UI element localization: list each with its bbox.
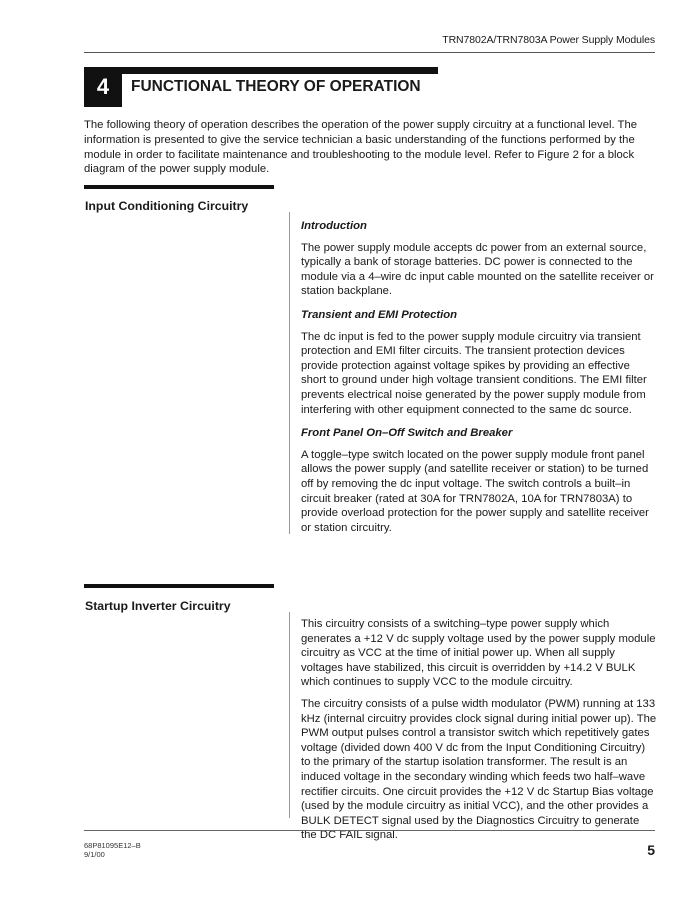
- header-rule: [84, 52, 655, 53]
- paragraph-introduction: The power supply module accepts dc power from an external source, typically a bank of storage batteries. DC power is connected to the module via a 4–wire dc input cable mounted on the satellite receiver or station backplane.: [301, 241, 654, 298]
- doc-number: 68P81095E12–B: [84, 841, 141, 850]
- input-conditioning-body: [301, 219, 657, 535]
- startup-inverter-body: [301, 617, 657, 843]
- page-number: 5: [647, 842, 655, 858]
- section-bar-input: [84, 185, 274, 189]
- paragraph-transient-emi: The dc input is fed to the power supply module circuitry via transient protection and EMI filter circuits. The transient protection devices provide protection against voltage spikes by providing an effective short to ground under high voltage transient conditions. The EMI filter prevents electrical noise generated by the power supply module from interfering with other equipment connected to the same dc source.: [301, 330, 647, 416]
- section-bar-startup: [84, 584, 274, 588]
- column-rule-input: [289, 212, 290, 534]
- doc-date: 9/1/00: [84, 850, 105, 859]
- chapter-number: 4: [84, 67, 122, 107]
- subheading-transient-emi: Transient and EMI Protection: [301, 308, 458, 321]
- running-header: TRN7802A/TRN7803A Power Supply Modules: [442, 34, 655, 46]
- footer-doc-info: [84, 841, 141, 859]
- intro-paragraph: The following theory of operation describes the operation of the power supply circuitry at a functional level. The information is presented to give the service technician a basic understanding of the functions performed by the module in order to facilitate maintenance and troubleshooting to the module level. Refer to Figure 2 for a block diagram of the power supply module.: [84, 119, 638, 176]
- chapter-bar: [122, 67, 438, 74]
- subheading-front-panel: Front Panel On–Off Switch and Breaker: [301, 427, 513, 440]
- paragraph-front-panel: A toggle–type switch located on the power supply module front panel allows the power supply (and satellite receiver or station) to be turned off by removing the dc input voltage. The switch controls a built–in circuit breaker (rated at 30A for TRN7802A, 10A for TRN7803A) to provide overload protection for the power supply and satellite receiver or station circuitry.: [301, 448, 649, 534]
- chapter-title: FUNCTIONAL THEORY OF OPERATION: [131, 78, 421, 95]
- subheading-introduction: Introduction: [301, 220, 367, 232]
- footer-rule: [84, 830, 655, 831]
- section-title-input-conditioning: Input Conditioning Circuitry: [85, 199, 249, 213]
- column-rule-startup: [289, 612, 290, 818]
- section-title-startup-inverter: Startup Inverter Circuitry: [85, 599, 231, 613]
- paragraph-startup-1: This circuitry consists of a switching–type power supply which generates a +12 V dc supply voltage used by the power supply module circuitry as VCC at the time of initial power up. When all supply voltages have stabilized, this circuit is overridden by +14.2 V BULK which continues to supply VCC to the module circuitry.: [301, 618, 656, 689]
- paragraph-startup-2: The circuitry consists of a pulse width modulator (PWM) running at 133 kHz (internal circuitry provides clock signal during initial power up). The PWM output pulses control a transistor switch which repetitively gates voltage (divided down 400 V dc from the Input Conditioning Circuitry) to the primary of the startup isolation transformer. The result is an induced voltage in the secondary winding which feeds two half–wave rectifier circuits. One circuit provides the +12 V dc Startup Bias voltage (used by the module circuitry as initial VCC), and the other provides a BULK DETECT signal used by the Diagnostics Circuitry to generate the DC FAIL signal.: [301, 697, 657, 842]
